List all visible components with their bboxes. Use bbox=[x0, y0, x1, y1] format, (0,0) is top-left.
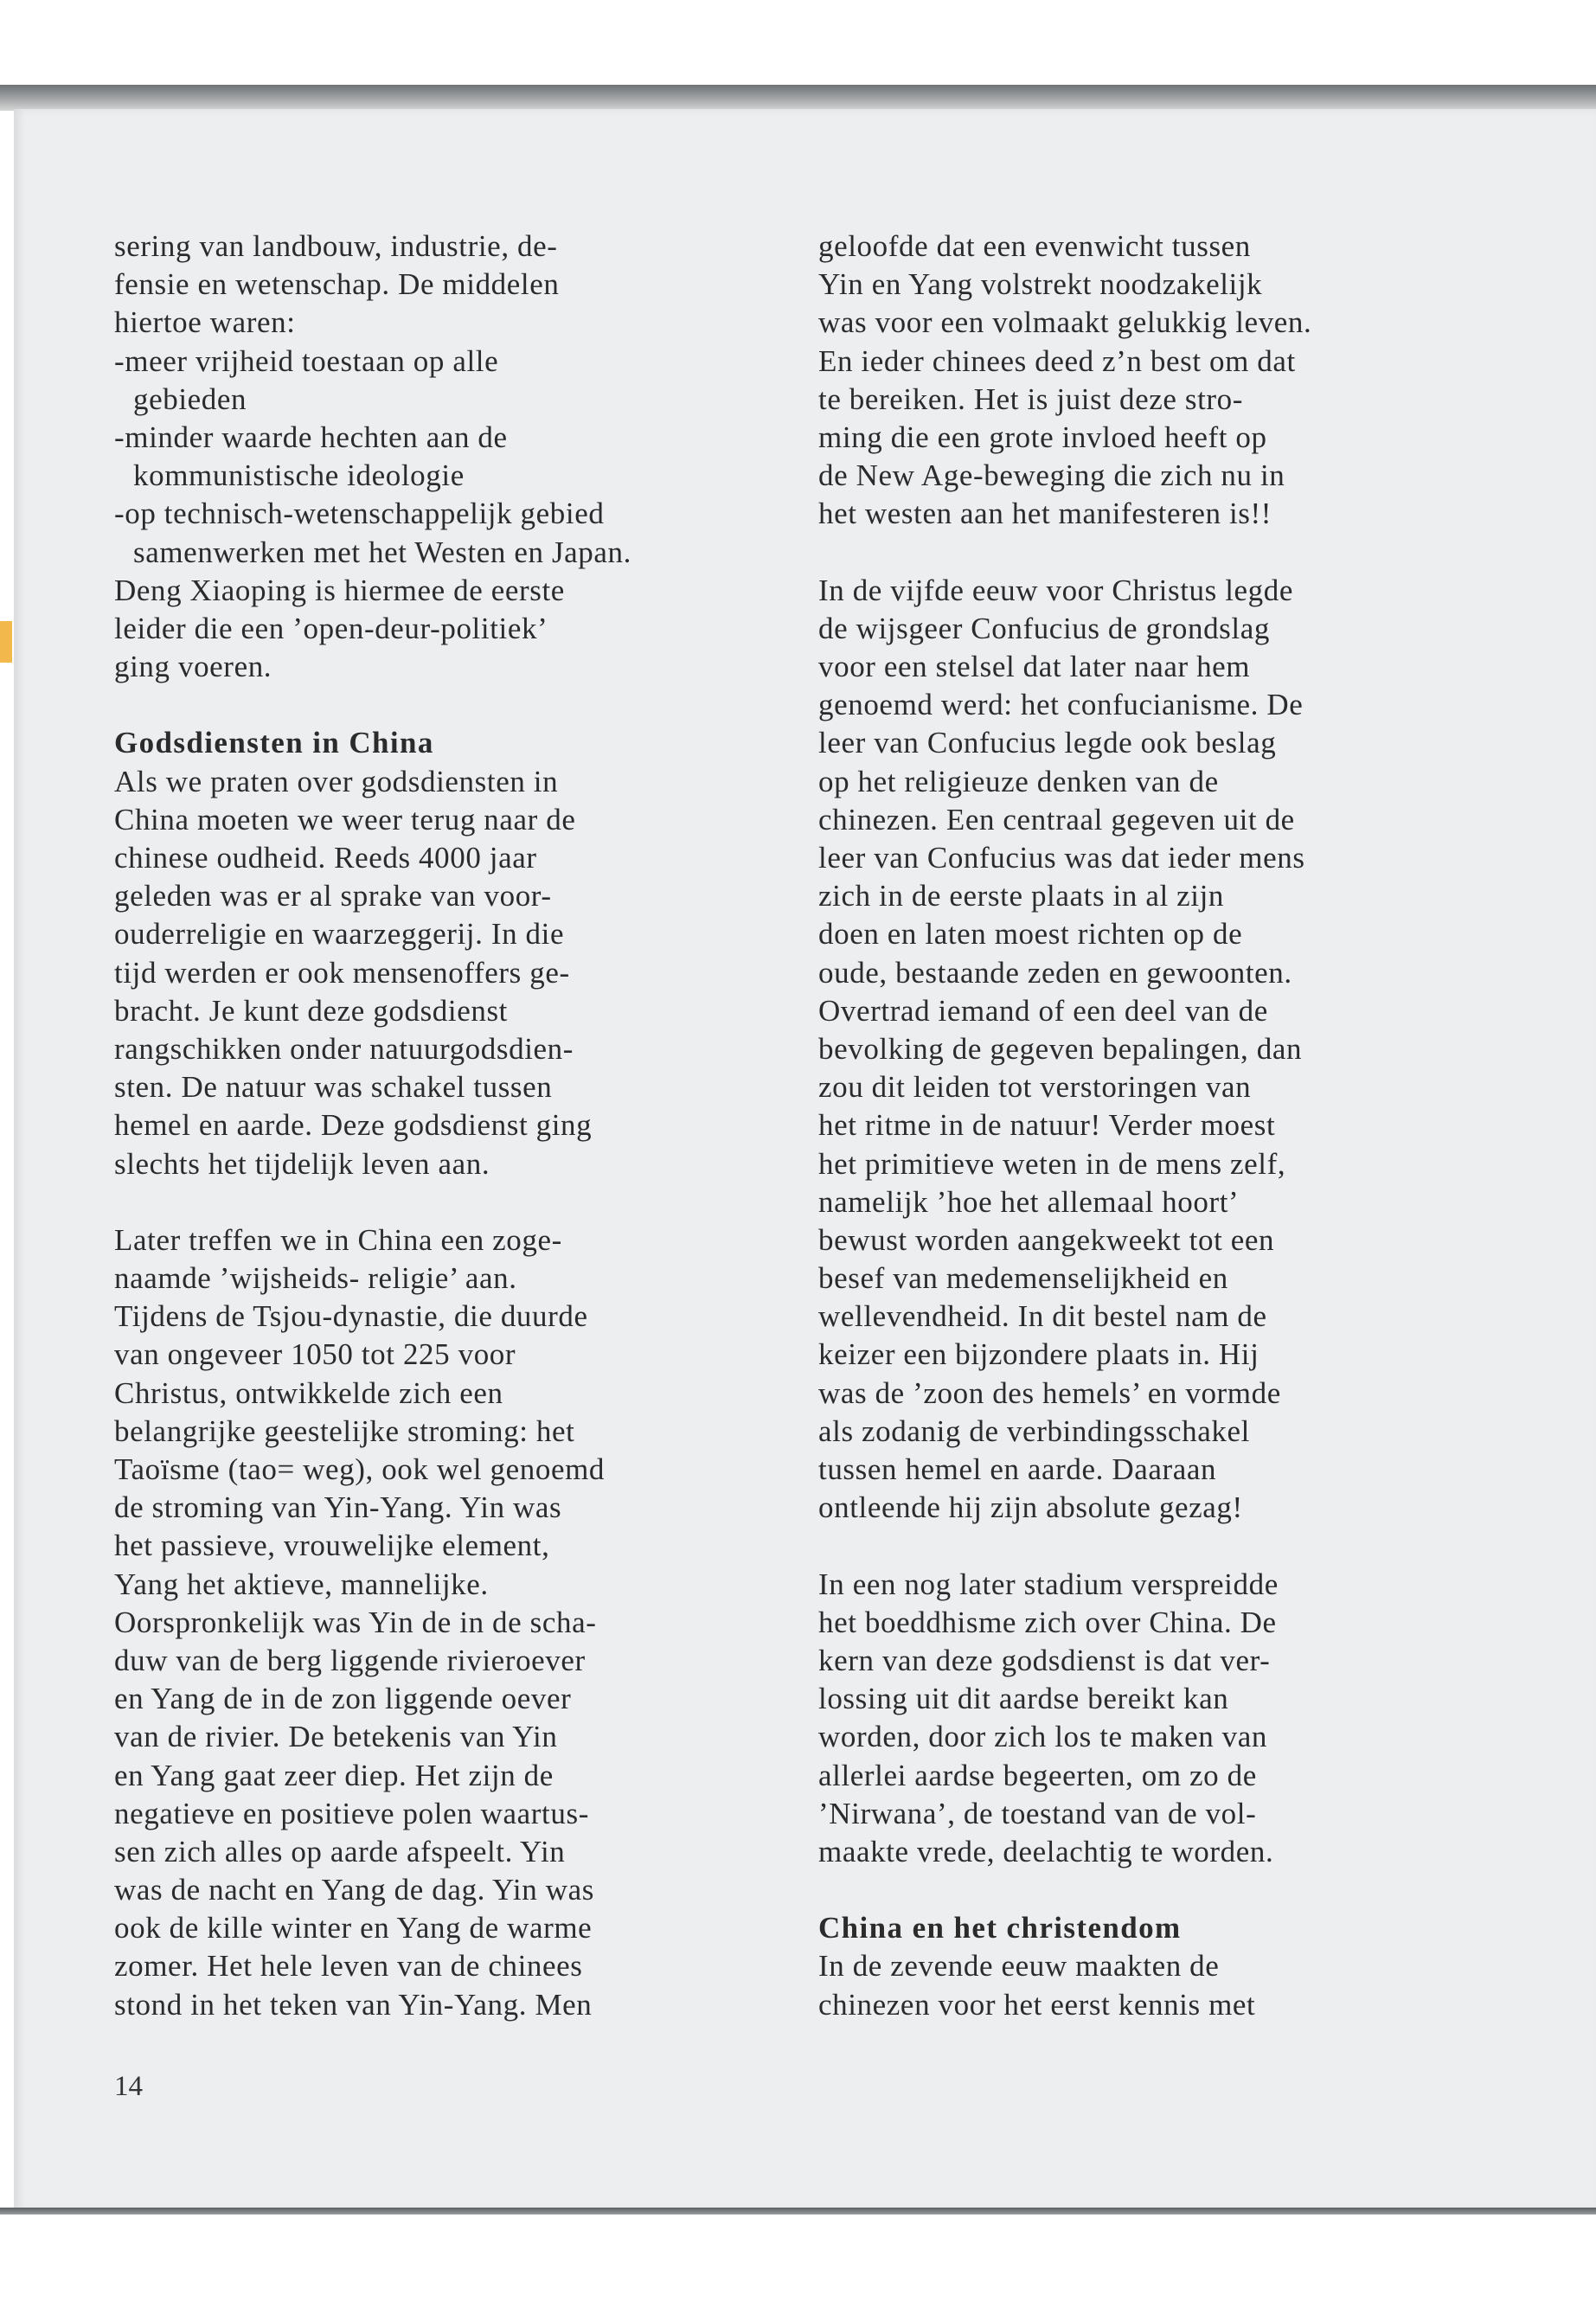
text-line: besef van medemenselijkheid en bbox=[818, 1261, 1228, 1296]
paragraph-gap bbox=[114, 686, 789, 724]
text-line: voor een stelsel dat later naar hem bbox=[818, 650, 1251, 684]
text-line: kern van deze godsdienst is dat ver- bbox=[818, 1643, 1271, 1677]
text-line: geleden was er al sprake van voor- bbox=[114, 879, 552, 913]
text-line: leider die een ’open-deur-politiek’ bbox=[114, 611, 548, 645]
left-column bbox=[114, 228, 789, 2024]
text-line: oude, bestaande zeden en gewoonten. bbox=[818, 955, 1292, 990]
text-line: duw van de berg liggende rivieroever bbox=[114, 1643, 586, 1677]
text-line: Deng Xiaoping is hiermee de eerste bbox=[114, 573, 565, 607]
text-line: de New Age-beweging die zich nu in bbox=[818, 458, 1285, 493]
text-line: In de vijfde eeuw voor Christus legde bbox=[818, 573, 1294, 607]
text-line: het boeddhisme zich over China. De bbox=[818, 1605, 1277, 1639]
text-line: sen zich alles op aarde afspeelt. Yin bbox=[114, 1834, 566, 1868]
text-line: het primitieve weten in de mens zelf, bbox=[818, 1146, 1286, 1181]
text-line: Christus, ontwikkelde zich een bbox=[114, 1375, 503, 1410]
paragraph-gap bbox=[818, 1527, 1493, 1565]
text-line: het passieve, vrouwelijke element, bbox=[114, 1529, 550, 1563]
text-line: chinese oudheid. Reeds 4000 jaar bbox=[114, 841, 537, 875]
text-line: ouderreligie en waarzeggerij. In die bbox=[114, 917, 565, 952]
text-line: als zodanig de verbindingsschakel bbox=[818, 1413, 1250, 1448]
list-item: -meer vrijheid toestaan op alle bbox=[114, 343, 499, 378]
list-item-continuation: samenwerken met het Westen en Japan. bbox=[133, 535, 631, 569]
scan-bottom-edge bbox=[0, 2208, 1596, 2214]
section-heading-godsdiensten: Godsdiensten in China bbox=[114, 726, 434, 760]
text-line: Taoïsme (tao= weg), ook wel genoemd bbox=[114, 1452, 606, 1486]
text-line: ook de kille winter en Yang de warme bbox=[114, 1911, 593, 1945]
text-line: leer van Confucius legde ook beslag bbox=[818, 726, 1277, 760]
text-line: van ongeveer 1050 tot 225 voor bbox=[114, 1337, 516, 1372]
text-line: Yang het aktieve, mannelijke. bbox=[114, 1567, 489, 1601]
text-line: geloofde dat een evenwicht tussen bbox=[818, 229, 1251, 263]
right-column bbox=[818, 228, 1493, 2024]
text-line: te bereiken. Het is juist deze stro- bbox=[818, 381, 1244, 416]
paragraph-gap bbox=[818, 534, 1493, 572]
text-line: Yin en Yang volstrekt noodzakelijk bbox=[818, 267, 1263, 302]
text-line: ming die een grote invloed heeft op bbox=[818, 420, 1267, 454]
text-line: rangschikken onder natuurgodsdien- bbox=[114, 1031, 574, 1066]
text-line: In een nog later stadium verspreidde bbox=[818, 1567, 1279, 1601]
text-line: naamde ’wijsheids- religie’ aan. bbox=[114, 1261, 517, 1296]
text-line: de wijsgeer Confucius de grondslag bbox=[818, 611, 1270, 645]
text-line: stond in het teken van Yin-Yang. Men bbox=[114, 1987, 593, 2022]
text-line: negatieve en positieve polen waartus- bbox=[114, 1796, 589, 1830]
text-line: fensie en wetenschap. De middelen bbox=[114, 267, 560, 302]
list-item-continuation: kommunistische ideologie bbox=[133, 458, 465, 493]
text-line: zomer. Het hele leven van de chinees bbox=[114, 1949, 583, 1984]
text-line: genoemd werd: het confucianisme. De bbox=[818, 688, 1304, 722]
text-line: keizer een bijzondere plaats in. Hij bbox=[818, 1337, 1259, 1372]
text-line: Later treffen we in China een zoge- bbox=[114, 1222, 562, 1257]
text-line: En ieder chinees deed z’n best om dat bbox=[818, 343, 1296, 378]
paragraph-godsdiensten bbox=[114, 763, 789, 1183]
text-line: tussen hemel en aarde. Daaraan bbox=[818, 1452, 1217, 1486]
text-line: China moeten we weer terug naar de bbox=[114, 802, 576, 836]
text-line: Overtrad iemand of een deel van de bbox=[818, 993, 1268, 1028]
text-line: belangrijke geestelijke stroming: het bbox=[114, 1413, 575, 1448]
text-line: worden, door zich los te maken van bbox=[818, 1720, 1267, 1754]
text-line: bevolking de gegeven bepalingen, dan bbox=[818, 1031, 1303, 1066]
text-line: chinezen. Een centraal gegeven uit de bbox=[818, 802, 1295, 836]
text-line: sten. De natuur was schakel tussen bbox=[114, 1070, 553, 1105]
scan-top-edge bbox=[0, 85, 1596, 111]
text-line: hiertoe waren: bbox=[114, 305, 296, 340]
text-line: doen en laten moest richten op de bbox=[818, 917, 1243, 952]
text-line: was de ’zoon des hemels’ en vormde bbox=[818, 1375, 1281, 1410]
paragraph-wijsheids-religie bbox=[114, 1221, 789, 2024]
measures-list bbox=[114, 343, 789, 572]
text-line: chinezen voor het eerst kennis met bbox=[818, 1987, 1256, 2022]
section-heading-christendom: China en het christendom bbox=[818, 1911, 1182, 1945]
text-line: bracht. Je kunt deze godsdienst bbox=[114, 993, 509, 1028]
text-line: zou dit leiden tot verstoringen van bbox=[818, 1070, 1252, 1105]
paragraph-confucius bbox=[818, 572, 1493, 1528]
list-item: -minder waarde hechten aan de bbox=[114, 420, 508, 454]
text-line: het ritme in de natuur! Verder moest bbox=[818, 1108, 1276, 1143]
text-line: was de nacht en Yang de dag. Yin was bbox=[114, 1873, 594, 1907]
paragraph-boeddhisme bbox=[818, 1566, 1493, 1872]
text-line: allerlei aardse begeerten, om zo de bbox=[818, 1758, 1257, 1792]
text-line: maakte vrede, deelachtig te worden. bbox=[818, 1834, 1274, 1868]
text-line: bewust worden aangekweekt tot een bbox=[818, 1222, 1275, 1257]
text-line: op het religieuze denken van de bbox=[818, 764, 1219, 798]
text-line: sering van landbouw, industrie, de- bbox=[114, 229, 558, 263]
text-line: was voor een volmaakt gelukkig leven. bbox=[818, 305, 1312, 340]
page-number: 14 bbox=[114, 2071, 143, 2102]
list-item-continuation: gebieden bbox=[133, 381, 247, 416]
paragraph-deng-xiaoping bbox=[114, 572, 789, 687]
text-line: ontleende hij zijn absolute gezag! bbox=[818, 1490, 1243, 1525]
text-line: lossing uit dit aardse bereikt kan bbox=[818, 1682, 1229, 1716]
text-line: en Yang de in de zon liggende oever bbox=[114, 1682, 572, 1716]
text-line: namelijk ’hoe het allemaal hoort’ bbox=[818, 1184, 1240, 1219]
text-line: tijd werden er ook mensenoffers ge- bbox=[114, 955, 570, 990]
paragraph-christendom bbox=[818, 1947, 1493, 2023]
text-line: Tijdens de Tsjou-dynastie, die duurde bbox=[114, 1299, 588, 1334]
text-line: Als we praten over godsdiensten in bbox=[114, 764, 559, 798]
text-line: wellevendheid. In dit bestel nam de bbox=[818, 1299, 1267, 1334]
text-line: en Yang gaat zeer diep. Het zijn de bbox=[114, 1758, 554, 1792]
text-line: zich in de eerste plaats in al zijn bbox=[818, 879, 1225, 913]
text-line: ’Nirwana’, de toestand van de vol- bbox=[818, 1796, 1257, 1830]
text-line: het westen aan het manifesteren is!! bbox=[818, 497, 1272, 531]
paragraph-intro bbox=[114, 228, 789, 343]
paragraph-gap bbox=[114, 1183, 789, 1221]
text-line: leer van Confucius was dat ieder mens bbox=[818, 841, 1305, 875]
text-line: ging voeren. bbox=[114, 650, 272, 684]
text-line: Oorspronkelijk was Yin de in de scha- bbox=[114, 1605, 597, 1639]
text-line: hemel en aarde. Deze godsdienst ging bbox=[114, 1108, 593, 1143]
paragraph-gap bbox=[818, 1871, 1493, 1909]
text-line: In de zevende eeuw maakten de bbox=[818, 1949, 1220, 1984]
text-line: slechts het tijdelijk leven aan. bbox=[114, 1146, 490, 1181]
text-line: de stroming van Yin-Yang. Yin was bbox=[114, 1490, 562, 1525]
yellow-tab-marker bbox=[0, 621, 12, 663]
list-item: -op technisch-wetenschappelijk gebied bbox=[114, 497, 605, 531]
paragraph-evenwicht bbox=[818, 228, 1493, 534]
text-line: van de rivier. De betekenis van Yin bbox=[114, 1720, 558, 1754]
